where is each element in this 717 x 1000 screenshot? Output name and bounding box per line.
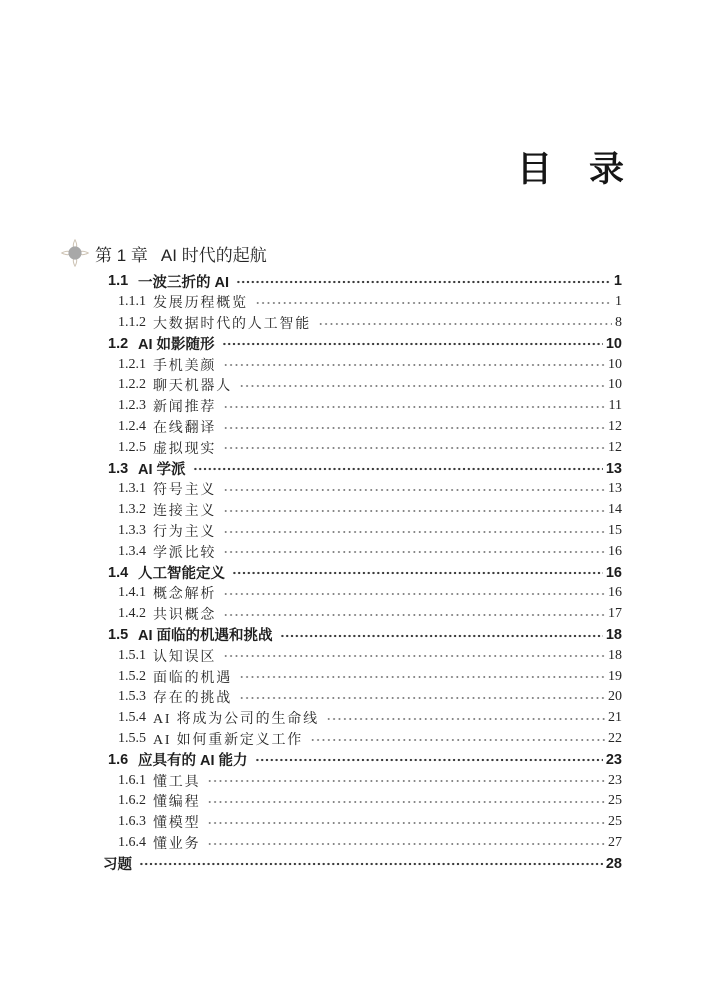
- entry-title: AI 如何重新定义工作: [153, 732, 304, 748]
- dot-leader: [222, 541, 605, 562]
- dot-leader: [238, 666, 605, 687]
- entry-title: 人工智能定义: [138, 566, 225, 583]
- toc-entry: [103, 729, 622, 750]
- entry-number: 1.3.1: [118, 481, 146, 497]
- toc-entry: [103, 812, 622, 833]
- dot-leader: [206, 770, 605, 791]
- entry-page-number: 13: [605, 460, 622, 477]
- entry-number: 1.6.4: [118, 834, 146, 850]
- dot-leader: [206, 812, 605, 833]
- entry-number: 1.2.4: [118, 418, 146, 434]
- toc-entry: [103, 562, 622, 583]
- toc-entry: [103, 666, 622, 687]
- toc-list: [103, 271, 622, 874]
- toc-entry: [103, 770, 622, 791]
- toc-entry: [103, 687, 622, 708]
- entry-page-number: 21: [608, 710, 622, 726]
- dot-leader: [222, 500, 605, 521]
- toc-entry: [103, 313, 622, 334]
- entry-number: 1.6.2: [118, 793, 146, 809]
- toc-entry: [103, 458, 622, 479]
- chapter-title: AI 时代的起航: [160, 245, 267, 265]
- toc-entry: [103, 375, 622, 396]
- dot-leader: [254, 749, 603, 770]
- entry-page-number: 14: [608, 502, 622, 518]
- entry-page-number: 20: [608, 689, 622, 705]
- entry-number: 1.6.3: [118, 814, 146, 830]
- toc-entry: [103, 625, 622, 646]
- entry-page-number: 11: [608, 398, 622, 414]
- entry-number: 1.2.2: [118, 377, 146, 393]
- toc-entry: [103, 500, 622, 521]
- toc-entry: [103, 541, 622, 562]
- dot-leader: [254, 292, 612, 313]
- dot-leader: [222, 583, 605, 604]
- dot-leader: [235, 271, 611, 292]
- toc-entry: [103, 853, 622, 874]
- dot-leader: [206, 791, 605, 812]
- entry-page-number: 10: [605, 335, 622, 352]
- entry-number: 1.4.2: [118, 606, 146, 622]
- entry-title: 学派比较: [153, 545, 217, 561]
- entry-page-number: 23: [608, 772, 622, 788]
- entry-number: 1.1: [108, 273, 129, 290]
- dot-leader: [222, 417, 605, 438]
- entry-number: 1.1.2: [118, 314, 146, 330]
- entry-title: 面临的机遇: [153, 670, 232, 686]
- toc-entry: [103, 791, 622, 812]
- entry-title: AI 面临的机遇和挑战: [138, 628, 273, 645]
- entry-title: 聊天机器人: [153, 379, 232, 395]
- entry-title: 符号主义: [153, 483, 217, 499]
- entry-page-number: 25: [608, 793, 622, 809]
- entry-title: AI 将成为公司的生命线: [153, 712, 319, 728]
- entry-number: 1.5: [108, 626, 129, 643]
- dot-leader: [317, 313, 612, 334]
- dot-leader: [222, 521, 605, 542]
- compass-orbit-icon: [60, 239, 90, 267]
- dot-leader: [206, 833, 605, 854]
- entry-page-number: 10: [608, 356, 622, 372]
- entry-number: 1.1.1: [118, 294, 146, 310]
- entry-title: 应具有的 AI 能力: [138, 753, 248, 770]
- entry-title: AI 学派: [138, 462, 186, 479]
- entry-page-number: 8: [615, 314, 622, 330]
- dot-leader: [222, 396, 605, 417]
- toc-entry: [103, 604, 622, 625]
- entry-title: 懂工具: [153, 774, 201, 790]
- dot-leader: [309, 729, 605, 750]
- entry-title: 行为主义: [153, 524, 217, 540]
- toc-entry: [103, 354, 622, 375]
- entry-page-number: 10: [608, 377, 622, 393]
- toc-entry: [103, 417, 622, 438]
- toc-entry: [103, 708, 622, 729]
- dot-leader: [138, 853, 603, 874]
- dot-leader: [279, 625, 603, 646]
- entry-title: AI 如影随形: [138, 337, 215, 354]
- entry-page-number: 16: [605, 564, 622, 581]
- entry-title: 新闻推荐: [153, 400, 217, 416]
- entry-page-number: 22: [608, 730, 622, 746]
- entry-page-number: 12: [608, 418, 622, 434]
- dot-leader: [192, 458, 603, 479]
- toc-entry: [103, 292, 622, 313]
- entry-number: 1.3.3: [118, 522, 146, 538]
- entry-number: 1.3.2: [118, 502, 146, 518]
- dot-leader: [222, 604, 605, 625]
- entry-title: 一波三折的 AI: [138, 274, 230, 291]
- entry-page-number: 12: [608, 439, 622, 455]
- entry-title: 认知误区: [153, 649, 217, 665]
- entry-number: 1.2.1: [118, 356, 146, 372]
- dot-leader: [222, 645, 605, 666]
- toc-entry: [103, 396, 622, 417]
- dot-leader: [222, 479, 605, 500]
- entry-title: 虚拟现实: [153, 441, 217, 457]
- entry-title: 懂业务: [153, 836, 201, 852]
- entry-page-number: 18: [605, 626, 622, 643]
- toc-entry: [103, 521, 622, 542]
- entry-page-number: 23: [605, 751, 622, 768]
- entry-page-number: 17: [608, 606, 622, 622]
- entry-number: 1.2.5: [118, 439, 146, 455]
- toc-entry: [103, 749, 622, 770]
- entry-title: 懂模型: [153, 816, 201, 832]
- entry-page-number: 28: [605, 855, 622, 872]
- entry-number: 1.3.4: [118, 543, 146, 559]
- toc-entry: [103, 437, 622, 458]
- dot-leader: [325, 708, 605, 729]
- toc-entry: [103, 271, 622, 292]
- entry-number: 1.5.1: [118, 647, 146, 663]
- dot-leader: [238, 687, 605, 708]
- entry-number: 1.2.3: [118, 398, 146, 414]
- dot-leader: [222, 437, 605, 458]
- entry-page-number: 27: [608, 834, 622, 850]
- chapter-number: 第 1 章: [95, 245, 148, 265]
- entry-title: 在线翻译: [153, 420, 217, 436]
- chapter-heading: [60, 239, 267, 267]
- entry-title: 概念解析: [153, 587, 217, 603]
- entry-number: 1.2: [108, 335, 129, 352]
- entry-title: 习题: [103, 857, 132, 874]
- entry-title: 大数据时代的人工智能: [153, 316, 311, 332]
- entry-page-number: 1: [615, 294, 622, 310]
- entry-number: 1.5.3: [118, 689, 146, 705]
- entry-title: 共识概念: [153, 608, 217, 624]
- entry-page-number: 15: [608, 522, 622, 538]
- entry-title: 连接主义: [153, 504, 217, 520]
- entry-number: 1.5.5: [118, 730, 146, 746]
- entry-title: 懂编程: [153, 795, 201, 811]
- entry-number: 1.6.1: [118, 772, 146, 788]
- entry-page-number: 13: [608, 481, 622, 497]
- entry-number: 1.3: [108, 460, 129, 477]
- toc-entry: [103, 645, 622, 666]
- dot-leader: [238, 375, 605, 396]
- entry-page-number: 25: [608, 814, 622, 830]
- page-title: 目 录: [516, 150, 625, 189]
- dot-leader: [222, 354, 605, 375]
- entry-page-number: 16: [608, 585, 622, 601]
- toc-entry: [103, 333, 622, 354]
- entry-number: 1.4: [108, 564, 129, 581]
- entry-page-number: 18: [608, 647, 622, 663]
- toc-entry: [103, 833, 622, 854]
- dot-leader: [231, 562, 603, 583]
- dot-leader: [221, 333, 603, 354]
- entry-number: 1.4.1: [118, 585, 146, 601]
- entry-number: 1.5.4: [118, 710, 146, 726]
- entry-page-number: 19: [608, 668, 622, 684]
- toc-entry: [103, 479, 622, 500]
- toc-entry: [103, 583, 622, 604]
- entry-title: 存在的挑战: [153, 691, 232, 707]
- entry-number: 1.5.2: [118, 668, 146, 684]
- entry-title: 发展历程概览: [153, 296, 248, 312]
- entry-title: 手机美颜: [153, 358, 217, 374]
- entry-page-number: 16: [608, 543, 622, 559]
- entry-number: 1.6: [108, 751, 129, 768]
- entry-page-number: 1: [613, 273, 622, 290]
